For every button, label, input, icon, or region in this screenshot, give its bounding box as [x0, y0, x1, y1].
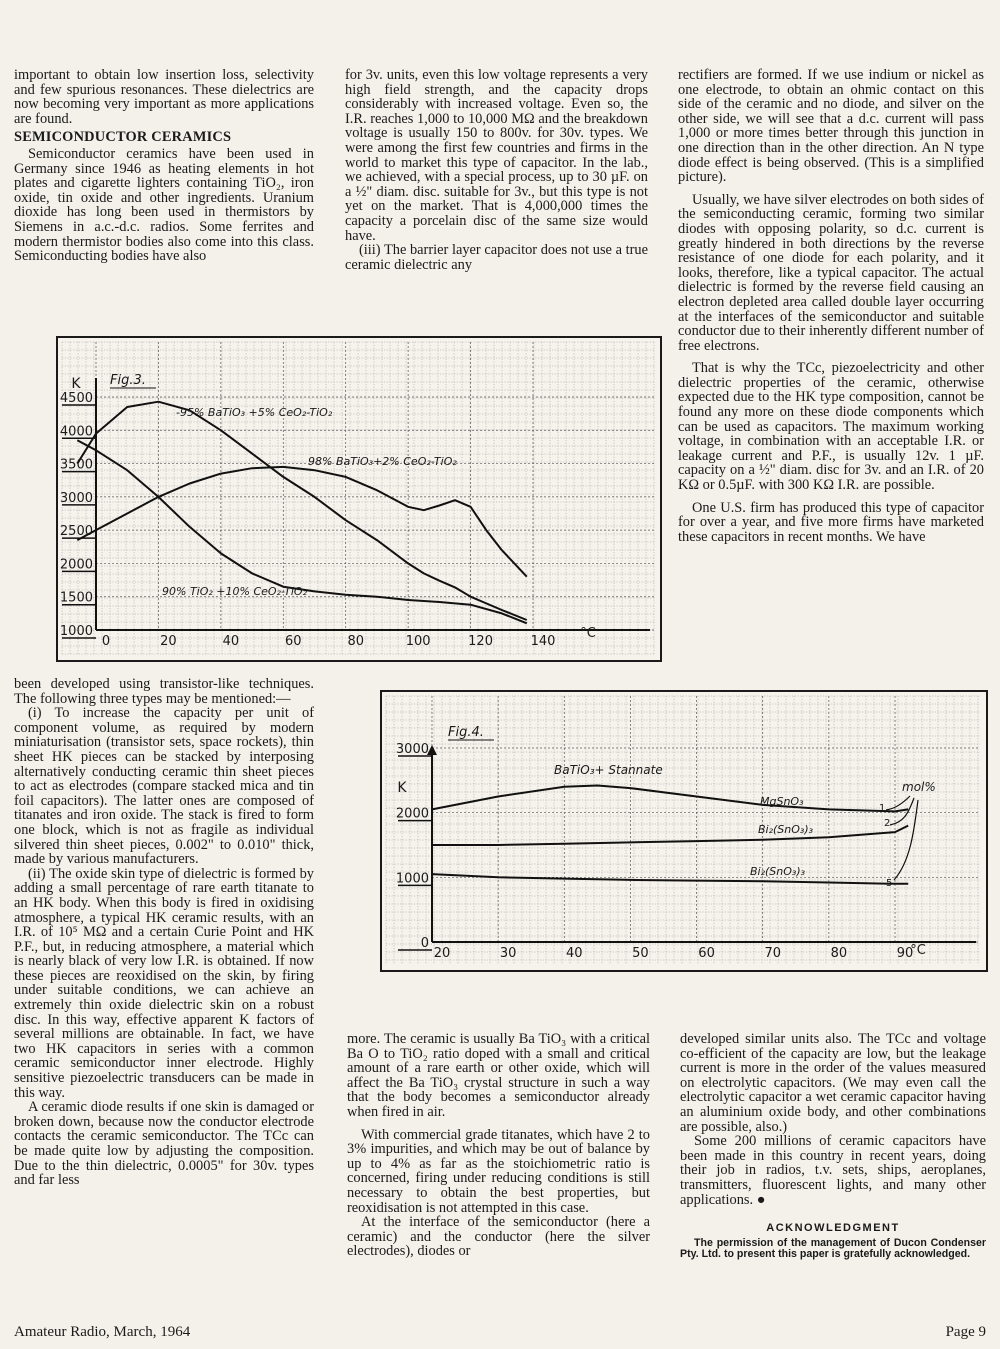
- y-tick-label: 2500: [59, 524, 93, 540]
- paragraph: Semiconductor ceramics have been used in Germany since 1946 as heating elements in hot plates and cigarette lighters containing TiO₂, iron oxide, tin oxide and other ingredients. Uranium dioxide has long been used in thermistors by Siemens in a.c.-d.c. radios. Some ferrites and modern thermistor bodies also come into this class. Semiconducting bodies have also: [14, 145, 314, 265]
- paragraph: been developed using transistor-like techniques. The following three types may be mentioned:—: [14, 676, 314, 707]
- chart-annotation-num: 1: [879, 803, 886, 814]
- series-line: [432, 786, 908, 812]
- figure-title: Fig.4.: [448, 725, 484, 740]
- column-1-bottom: [14, 677, 314, 1188]
- y-tick-label: 3000: [395, 742, 429, 757]
- chart-annotation: BaTiO₃+ Stannate: [554, 763, 663, 777]
- series-label: MgSnO₃: [760, 795, 804, 808]
- series-label: -95% BaTiO₃ +5% CeO₂-TiO₂: [176, 406, 333, 419]
- series-line: [432, 826, 908, 845]
- paragraph: rectifiers are formed. If we use indium or nickel as one electrode, to obtain an ohmic contact on this side of the ceramic and no diode, and silver on the other side, we will see that a d.c. current will pass 1,000 or more times better through this junction in one direction than in the other direction. An N type diode effect is being observed. (This is a simplified picture).: [678, 67, 984, 186]
- y-tick-label: 4000: [59, 424, 93, 440]
- chart-annotation-num: 5: [886, 878, 893, 889]
- footer-page-number: Page 9: [945, 1324, 986, 1340]
- x-axis-label: °C: [580, 626, 596, 641]
- x-tick-label: 120: [468, 634, 493, 649]
- x-tick-label: 40: [222, 634, 240, 649]
- x-tick-label: 0: [101, 634, 111, 649]
- column-2-bottom: [347, 1032, 650, 1259]
- series-label: Bi₂(SnO₃)₃: [750, 865, 806, 878]
- paragraph: developed similar units also. The TCc and voltage co-efficient of the capacity are low, but the leakage current is more in the order of the values measured on electrolytic capacitors. (We may even call the electrolytic capacitor a wet ceramic capacitor having an aluminium oxide body, and other combinations are possible, also.): [680, 1031, 986, 1135]
- y-tick-label: 1500: [59, 590, 93, 606]
- x-axis-label: °C: [910, 943, 926, 958]
- paragraph: One U.S. firm has produced this type of capacitor for over a year, and five more firms have marketed these capacitors in recent months. We have: [678, 499, 984, 545]
- figure-4: [380, 690, 988, 972]
- series-line: [432, 874, 908, 884]
- column-1-top: [14, 68, 314, 264]
- y-tick-label: 1000: [59, 624, 93, 639]
- x-tick-label: 20: [433, 946, 451, 961]
- paragraph: Some 200 millions of ceramic capacitors have been made in this country in recent years, doing their job in radios, t.v. sets, ships, aeroplanes, transmitters, fluorescent lights, and many other applications. ●: [680, 1133, 986, 1208]
- series-label: Bi₂(SnO₃)₃: [758, 823, 814, 836]
- x-tick-label: 70: [764, 946, 781, 961]
- series-label: 90% TiO₂ +10% CeO₂-TiO₂: [162, 585, 307, 598]
- paragraph: With commercial grade titanates, which have 2 to 3% impurities, and which may be out of balance by up to 4% as far as the stoichiometric ratio is concerned, firing under reducing conditions is still necessary to obtain the best properties, but reoxidisation is not attempted in this case.: [347, 1126, 650, 1216]
- acknowledgment-text: The permission of the management of Ducon Condenser Pty. Ltd. to present this paper is gratefully acknowledged.: [680, 1236, 986, 1261]
- column-3-bottom: [680, 1032, 986, 1207]
- x-tick-label: 50: [632, 946, 649, 961]
- column-2-top: [345, 68, 648, 272]
- grid: [59, 342, 654, 654]
- figure-3: [56, 336, 662, 662]
- paragraph: for 3v. units, even this low voltage represents a very high field strength, and the capacity drops considerably with increased voltage. Even so, the I.R. reaches 1,000 to 10,000 MΩ and the breakdown voltage is usually 150 to 800v. for 30v. types. We were among the first few countries and firms in the world to market this type of capacitor. In the lab., we achieved, with a special process, up to 30 µF. on a ½" diam. disc. suitable for 3v., but this type is not yet on the market. That is 4,000,000 times the capacity a porcelain disc of the same size would have.: [345, 67, 648, 244]
- y-tick-label: 2000: [59, 557, 93, 573]
- figure-title: Fig.3.: [110, 373, 146, 388]
- y-tick-label: 1000: [395, 871, 429, 887]
- figure-3-chart: [58, 338, 660, 660]
- x-tick-label: 90: [896, 946, 914, 961]
- y-tick-label: 0: [420, 936, 429, 951]
- paragraph: (ii) The oxide skin type of dielectric is formed by adding a small percentage of rare earth titanate to an HK body. When this body is fired in oxidising atmosphere, a typical HK ceramic results, with an I.R. of 10⁵ MΩ and a certain Curie Point and HK P.F., but, in reducing atmosphere, a material which is nearly black of very low I.R. is obtained. If now these pieces are reoxidised on the skin, by firing under suitable conditions, we can achieve an extremely thin oxide dielectric skin on a robust disc. In this way, effective apparent K factors of several millions are obtainable. In fact, we have two HK capacitors in series with a common ceramic semiconductor inner electrode. Highly sensitive piezoelectric transducers can be made in this way.: [14, 865, 314, 1101]
- footer-publication: Amateur Radio, March, 1964: [14, 1324, 191, 1340]
- chart-annotation-mol: mol%: [902, 780, 936, 794]
- paragraph: Usually, we have silver electrodes on both sides of the semiconducting ceramic, forming two similar diodes with opposing polarity, so d.c. current is greatly hindered in both directions by the reverse resistance of one diode for each polarity, and it looks, therefore, like a typical capacitor. The actual dielectric is formed by the reverse field causing an electron depleted area called double layer occurring at the interfaces of the semiconductor and suitable conductor due to their inherently different number of free electrons.: [678, 191, 984, 354]
- series-label: 98% BaTiO₃+2% CeO₂-TiO₂: [308, 455, 457, 468]
- x-tick-label: 40: [566, 946, 583, 961]
- chart-annotation-num: 2: [884, 818, 891, 829]
- section-heading: SEMICONDUCTOR CERAMICS: [14, 129, 232, 146]
- x-tick-label: 30: [499, 946, 517, 961]
- paragraph: That is why the TCc, piezoelectricity and other dielectric properties of the ceramic, otherwise expected due to the HK type composition, cannot be found any more on these diode components which can be used as capacitors. The maximum working voltage, in combination with an acceptable I.R. or leakage current and P.F., is usually 12v. 1 µF. capacity on a ½" diam. disc for 3v. and an I.R. of 20 KΩ or 0.5µF. with 300 KΩ I.R. are possible.: [678, 360, 984, 494]
- paragraph: important to obtain low insertion loss, selectivity and few spurious resonances. These dielectrics are now becoming very important as more applications are found.: [14, 67, 314, 127]
- column-3-top: [678, 68, 984, 544]
- paragraph: more. The ceramic is usually Ba TiO₃ with a critical Ba O to TiO₂ ratio doped with a small and critical amount of a rare earth or other oxide, which will affect the Ba TiO₃ crystal structure in such a way that the body becomes a semiconductor already when fired in air.: [347, 1031, 650, 1120]
- column-3-bottom-wrap: [680, 1032, 986, 1261]
- x-tick-label: 80: [347, 634, 364, 649]
- paragraph: (iii) The barrier layer capacitor does not use a true ceramic dielectric any: [345, 242, 648, 273]
- x-tick-label: 100: [405, 634, 431, 649]
- y-axis-label: K: [397, 780, 407, 796]
- y-axis-label: K: [71, 376, 81, 392]
- x-tick-label: 60: [285, 634, 302, 649]
- y-tick-label: 3000: [59, 490, 93, 506]
- figure-4-chart: [382, 692, 986, 970]
- paragraph: A ceramic diode results if one skin is damaged or broken down, because now the conductor electrode contacts the ceramic semiconductor. The TCc can be made quite low by adjusting the composition. Due to the thin dielectric, 0.0005" for 30v. types and far less: [14, 1099, 314, 1189]
- y-tick-label: 2000: [395, 806, 429, 822]
- x-tick-label: 140: [530, 634, 556, 649]
- paragraph: At the interface of the semiconductor (here a ceramic) and the conductor (here the silver electrodes), diodes or: [347, 1214, 650, 1260]
- x-tick-label: 20: [160, 634, 177, 649]
- x-tick-label: 60: [698, 946, 715, 961]
- y-tick-label: 3500: [59, 457, 93, 473]
- y-tick-label: 4500: [59, 391, 93, 406]
- paragraph: (i) To increase the capacity per unit of component volume, as required by modern miniaturisation (transistor sets, space rockets), thin sheet HK pieces can be stacked by interposing alternatively conducting ceramic thin sheet pieces to act as electrodes (compare stacked mica and tin foil capacitors). The latter ones are composed of titanates and iron oxide. The stack is fired to form one block, which is not as fragile as individual silvered thin sheet pieces, 0.002" to 0.010" thick, made by various manufacturers.: [14, 705, 314, 868]
- x-tick-label: 80: [830, 946, 848, 961]
- acknowledgment-title: ACKNOWLEDGMENT: [766, 1222, 900, 1235]
